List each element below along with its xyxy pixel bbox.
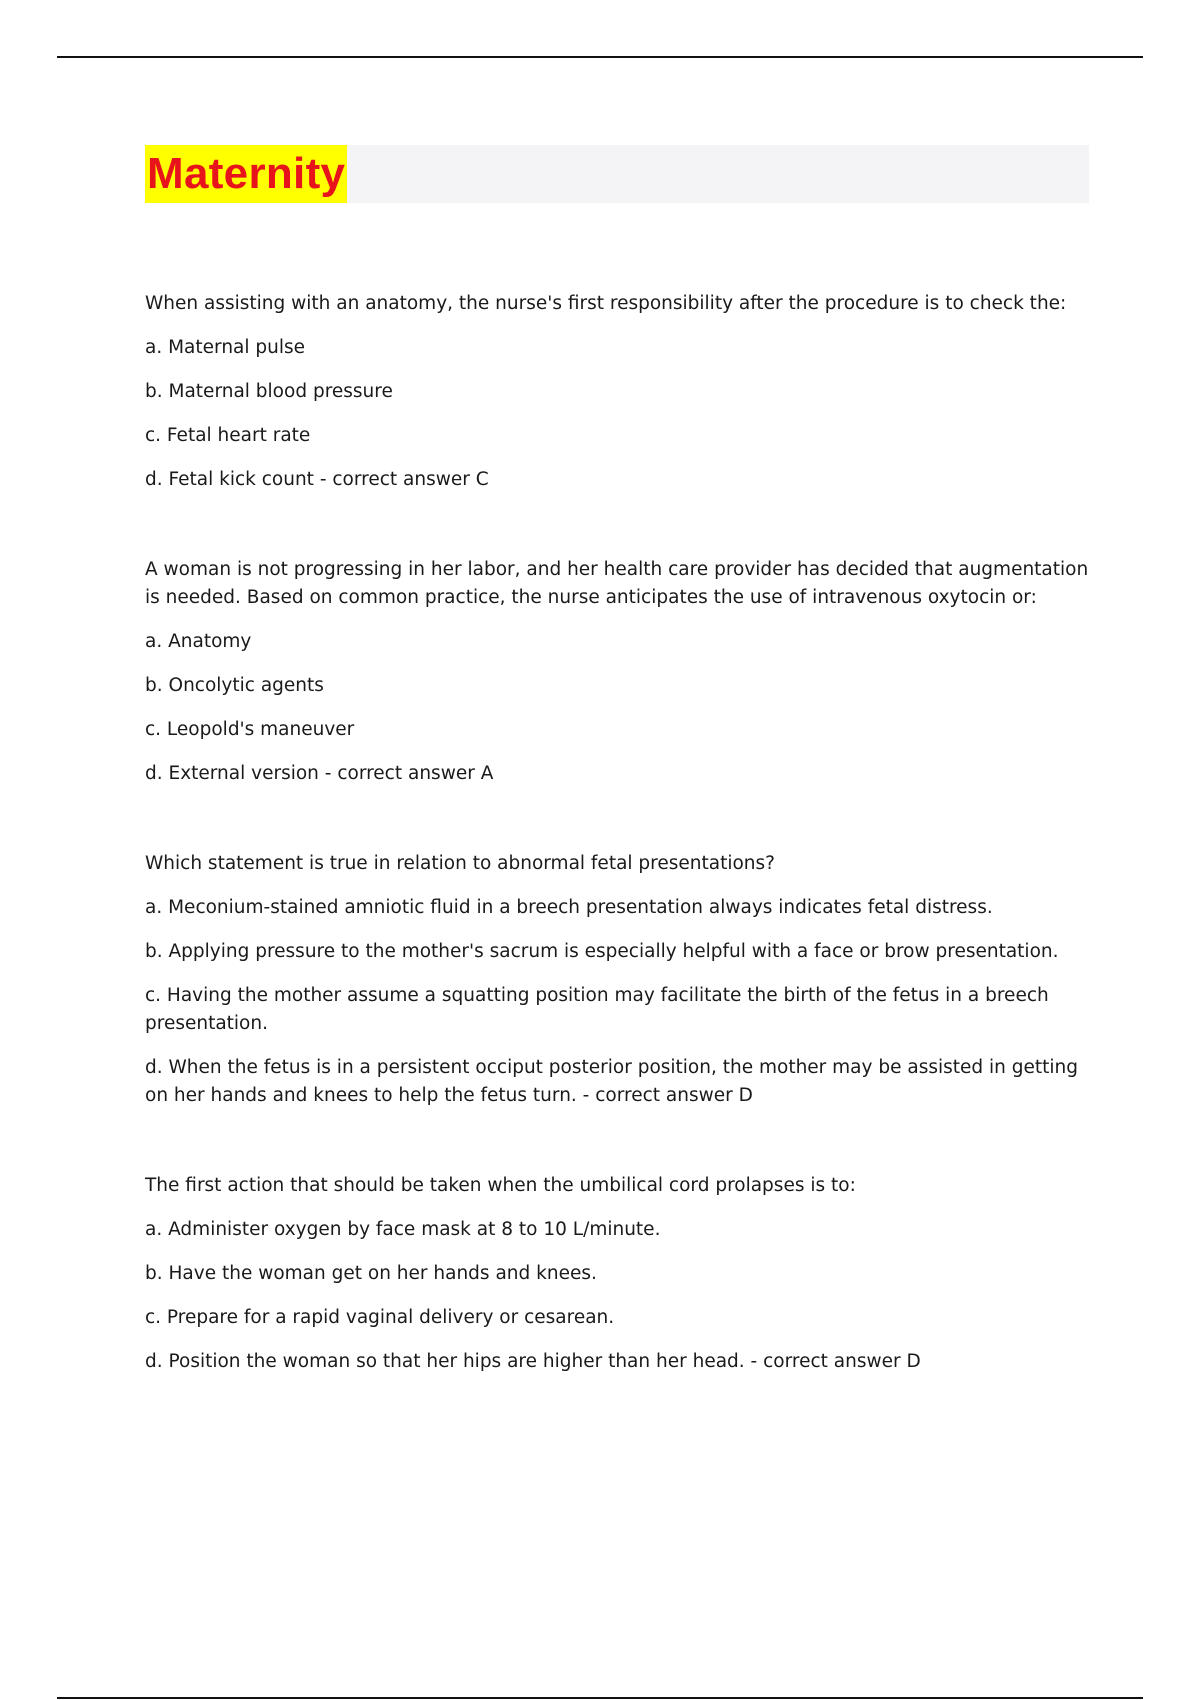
answer-option: a. Maternal pulse xyxy=(145,337,306,358)
question-block-4 xyxy=(145,1172,1095,1376)
question-text: A woman is not progressing in her labor, and her health care provider has decided that augmentation is needed. Based on common practice, the nurse anticipates the use of intravenous oxytocin or: xyxy=(145,559,1089,608)
answer-option: c. Prepare for a rapid vaginal delivery or cesarean. xyxy=(145,1307,615,1328)
question-text: When assisting with an anatomy, the nurse's first responsibility after the procedure is to check the: xyxy=(145,293,1067,314)
answer-option: a. Administer oxygen by face mask at 8 to 10 L/minute. xyxy=(145,1219,661,1240)
answer-option: d. Position the woman so that her hips are higher than her head. - correct answer D xyxy=(145,1351,921,1372)
answer-option: c. Fetal heart rate xyxy=(145,425,311,446)
answer-option: c. Leopold's maneuver xyxy=(145,719,355,740)
question-text: The first action that should be taken when the umbilical cord prolapses is to: xyxy=(145,1175,856,1196)
answer-option: b. Have the woman get on her hands and knees. xyxy=(145,1263,597,1284)
answer-option: a. Anatomy xyxy=(145,631,252,652)
answer-option: b. Applying pressure to the mother's sacrum is especially helpful with a face or brow presentation. xyxy=(145,941,1059,962)
answer-option: d. When the fetus is in a persistent occiput posterior position, the mother may be assisted in getting on her hands and knees to help the fetus turn. - correct answer D xyxy=(145,1057,1078,1106)
answer-option: b. Maternal blood pressure xyxy=(145,381,393,402)
question-block-1 xyxy=(145,290,1095,494)
question-block-3 xyxy=(145,850,1095,1110)
answer-option: d. External version - correct answer A xyxy=(145,763,494,784)
answer-option: b. Oncolytic agents xyxy=(145,675,324,696)
page-title: Maternity xyxy=(145,145,347,203)
answer-option: d. Fetal kick count - correct answer C xyxy=(145,469,489,490)
top-rule xyxy=(57,56,1143,58)
question-text: Which statement is true in relation to abnormal fetal presentations? xyxy=(145,853,775,874)
question-block-2 xyxy=(145,556,1095,788)
bottom-rule xyxy=(57,1697,1143,1699)
answer-option: a. Meconium-stained amniotic fluid in a breech presentation always indicates fetal distress. xyxy=(145,897,993,918)
question-list xyxy=(145,290,1095,1376)
answer-option: c. Having the mother assume a squatting position may facilitate the birth of the fetus in a breech presentation. xyxy=(145,985,1049,1034)
